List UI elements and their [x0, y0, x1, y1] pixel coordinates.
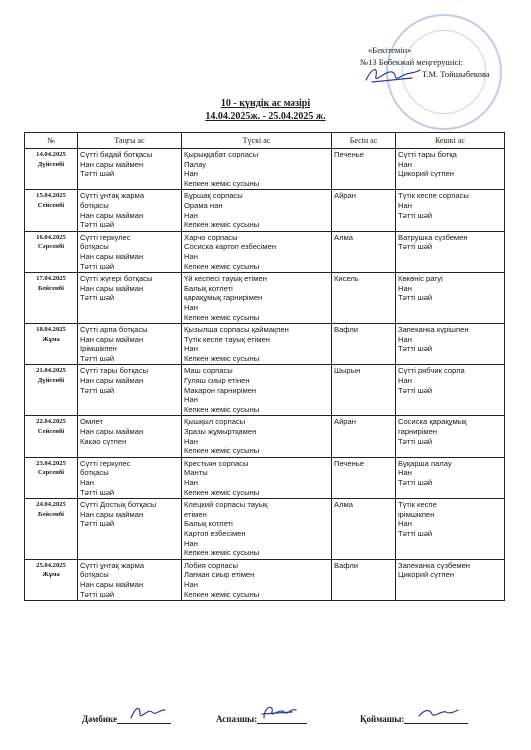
weekday-text: Бейсенбі — [38, 284, 64, 292]
weekday-text: Сәрсенбі — [37, 469, 65, 477]
dinner-item: Тәтті шәй — [398, 478, 433, 487]
lunch-cell — [182, 457, 332, 498]
date-cell — [25, 559, 78, 600]
date-text: 18.04.2025 — [36, 326, 66, 334]
lunch-cell — [182, 190, 332, 231]
lunch-item: Кепкен жеміс сусыны — [184, 404, 260, 414]
dinner-item: гарнирімен — [398, 427, 438, 437]
date-cell — [25, 149, 78, 190]
date-cell — [25, 324, 78, 365]
lunch-item: Манты — [184, 468, 208, 478]
breakfast-cell — [78, 324, 182, 365]
dietitian-label: Дәмбике — [82, 714, 117, 724]
dinner-item: Нан — [398, 283, 412, 293]
table-body — [25, 149, 505, 601]
table-row — [25, 365, 505, 416]
lunch-item: Орама нан — [184, 200, 223, 210]
breakfast-item: Тәтті шәй — [80, 169, 115, 179]
lunch-item: Нан — [184, 210, 198, 220]
lunch-item: Сосиска картоп езбесімен — [184, 242, 277, 252]
dinner-item: Сүтті тары ботқа — [398, 150, 457, 159]
dinner-item: Ватрушка сүзбемен — [398, 232, 468, 242]
dinner-item: Тәтті шәй — [398, 385, 433, 395]
date-text: 23.04.2025 — [36, 459, 66, 467]
breakfast-item: Тәтті шәй — [80, 385, 115, 395]
snack-cell — [332, 231, 396, 272]
weekday-text: Бейсенбі — [38, 510, 64, 518]
dinner-item: Түтік кеспе сорпасы — [398, 191, 469, 201]
breakfast-item: ботқасы — [80, 242, 109, 252]
dinner-item: Нан — [398, 200, 412, 210]
breakfast-cell — [78, 416, 182, 457]
dinner-item: Запеканка күрішпен — [398, 325, 469, 335]
dinner-item: Тәтті шәй — [398, 344, 433, 354]
date-cell — [25, 273, 78, 324]
dinner-item: Нан — [398, 519, 412, 529]
snack-cell — [332, 457, 396, 498]
breakfast-item: Нан сары майман — [80, 579, 144, 589]
lunch-item: Кепкен жеміс сусыны — [184, 487, 260, 497]
weekday-text: Сәрсенбі — [37, 243, 65, 251]
header-dinner: Кешкі ас — [396, 133, 505, 149]
approval-name: Т.М. Тойшыбекова — [422, 69, 490, 79]
breakfast-item: Сүтті ұнтақ жарма — [80, 191, 145, 201]
approval-position: №13 Бөбекжай меңгерушісі: — [360, 57, 463, 67]
lunch-item: Крестьян сорпасы — [184, 458, 249, 468]
dinner-cell — [396, 365, 505, 416]
snack-item: Айран — [334, 417, 356, 427]
lunch-item: Нан — [184, 251, 198, 261]
dinner-item: Түтік кеспе — [398, 500, 437, 510]
lunch-cell — [182, 365, 332, 416]
approval-heading: «Бекітемін» — [368, 45, 412, 55]
lunch-item: Кепкен жеміс сусыны — [184, 178, 260, 188]
breakfast-item: Тәтті шәй — [80, 589, 115, 599]
breakfast-item: Нан сары майман — [80, 427, 144, 437]
breakfast-item: Сүтті тары ботқасы — [80, 366, 149, 376]
dinner-item: Тәтті шәй — [398, 436, 433, 446]
table-row — [25, 457, 505, 498]
menu-period: 14.04.2025ж. - 25.04.2025 ж. — [205, 111, 326, 122]
breakfast-item: Нан сары майман — [80, 376, 144, 386]
header-snack: Бесін ас — [332, 133, 396, 149]
lunch-cell — [182, 324, 332, 365]
dinner-cell — [396, 273, 505, 324]
breakfast-item: Тәтті шәй — [80, 293, 115, 303]
date-cell — [25, 416, 78, 457]
lunch-item: Нан — [184, 579, 198, 589]
table-row — [25, 149, 505, 190]
date-text: 22.04.2025 — [36, 418, 66, 426]
weekday-text: Сейсенбі — [37, 201, 65, 209]
breakfast-cell — [78, 149, 182, 190]
dinner-item: Сосиска қарақұмық — [398, 417, 467, 427]
breakfast-item: Нан сары майман — [80, 210, 144, 220]
dietitian-signature — [128, 704, 168, 722]
table-row — [25, 273, 505, 324]
breakfast-item: Тәтті шәй — [80, 220, 115, 230]
date-text: 15.04.2025 — [36, 192, 66, 200]
dinner-cell — [396, 499, 505, 560]
date-cell — [25, 190, 78, 231]
dinner-item: Бұқарша палау — [398, 458, 452, 468]
weekday-text: Сейсенбі — [37, 428, 65, 436]
date-cell — [25, 499, 78, 560]
dinner-item: Цикорий сүтпен — [398, 169, 454, 179]
dinner-cell — [396, 324, 505, 365]
lunch-cell — [182, 231, 332, 272]
snack-cell — [332, 273, 396, 324]
lunch-item: Бұршақ сорпасы — [184, 191, 243, 201]
dinner-cell — [396, 416, 505, 457]
lunch-item: етімен — [184, 509, 207, 519]
lunch-item: Кепкен жеміс сусыны — [184, 353, 260, 363]
cook-label: Аспазшы: — [216, 714, 258, 724]
snack-item: Айран — [334, 191, 356, 201]
table-row — [25, 559, 505, 600]
lunch-cell — [182, 499, 332, 560]
breakfast-item: Сүтті жүгері ботқасы — [80, 274, 153, 284]
snack-item: Вафли — [334, 560, 359, 570]
breakfast-cell — [78, 559, 182, 600]
snack-cell — [332, 499, 396, 560]
date-text: 21.04.2025 — [36, 367, 66, 375]
dinner-item: Цикорий сүтпен — [398, 570, 454, 580]
lunch-item: Қышқыл сорпасы — [184, 417, 246, 427]
snack-item: Алма — [334, 232, 353, 242]
weekday-text: Дүйсенбі — [37, 377, 65, 385]
weekday-text: Жұма — [42, 571, 60, 579]
breakfast-item: Тәтті шәй — [80, 519, 115, 529]
snack-item: Вафли — [334, 325, 359, 335]
breakfast-cell — [78, 273, 182, 324]
breakfast-item: Сүтті арпа ботқасы — [80, 325, 148, 335]
date-text: 24.04.2025 — [36, 501, 66, 509]
lunch-cell — [182, 273, 332, 324]
dinner-item: ірімшікпен — [398, 509, 435, 519]
breakfast-item: Тәтті шәй — [80, 353, 115, 363]
breakfast-item: Тәтті шәй — [80, 487, 115, 497]
cook-signature — [258, 702, 298, 722]
lunch-item: қарақұмық гарнирімен — [184, 293, 263, 303]
lunch-item: Қызылша сорпасы қаймақпен — [184, 325, 289, 335]
date-cell — [25, 365, 78, 416]
weekday-text: Дүйсенбі — [37, 160, 65, 168]
snack-cell — [332, 324, 396, 365]
menu-title: 10 - күндік ас мәзірі — [220, 98, 311, 109]
snack-item: Печенье — [334, 150, 364, 159]
dinner-item: Нан — [398, 376, 412, 386]
lunch-item: Балық котлеті — [184, 519, 233, 529]
snack-cell — [332, 416, 396, 457]
breakfast-item: Сүтті Достық ботқасы — [80, 500, 157, 510]
snack-cell — [332, 190, 396, 231]
breakfast-item: Нан сары майман — [80, 334, 144, 344]
lunch-item: Қырыққабат сорпасы — [184, 150, 259, 159]
breakfast-item: Нан сары майман — [80, 283, 144, 293]
menu-table — [24, 132, 505, 601]
breakfast-item: ботқасы — [80, 570, 109, 580]
dinner-item: Нан — [398, 159, 412, 169]
date-text: 14.04.2025 — [36, 151, 66, 158]
dinner-item: Тәтті шәй — [398, 293, 433, 303]
header-lunch: Түскі ас — [182, 133, 332, 149]
date-text: 17.04.2025 — [36, 275, 66, 283]
breakfast-item: Нан сары майман — [80, 251, 144, 261]
breakfast-item: Нан сары маймен — [80, 159, 144, 169]
snack-item: Шырын — [334, 366, 361, 376]
breakfast-item: Омлет — [80, 417, 104, 427]
breakfast-cell — [78, 457, 182, 498]
dinner-item: Көкөніс рагуі — [398, 274, 443, 284]
dinner-item: Тәтті шәй — [398, 242, 433, 252]
breakfast-item: ботқасы — [80, 200, 109, 210]
lunch-cell — [182, 149, 332, 190]
snack-item: Кисель — [334, 274, 359, 284]
lunch-item: Кепкен жеміс сусыны — [184, 589, 260, 599]
dinner-item: Тәтті шәй — [398, 210, 433, 220]
storekeeper-label: Қоймашы: — [360, 714, 405, 724]
lunch-item: Кепкен жеміс сусыны — [184, 312, 260, 322]
table-row — [25, 499, 505, 560]
table-row — [25, 231, 505, 272]
dinner-item: Сүтті рябчик сорпа — [398, 366, 465, 376]
lunch-item: Нан — [184, 169, 198, 179]
lunch-cell — [182, 416, 332, 457]
dinner-item: Нан — [398, 468, 412, 478]
snack-cell — [332, 149, 396, 190]
lunch-cell — [182, 559, 332, 600]
snack-item: Печенье — [334, 458, 364, 468]
breakfast-item: Тәтті шәй — [80, 261, 115, 271]
breakfast-item: Сүтті ұнтақ жарма — [80, 560, 145, 570]
breakfast-item: Нан — [80, 478, 94, 487]
lunch-item: Лағман сиыр етімен — [184, 570, 255, 580]
dinner-item: Тәтті шәй — [398, 528, 433, 538]
lunch-item: Маш сорпасы — [184, 366, 233, 376]
lunch-item: Гуляш сиыр етінен — [184, 376, 250, 386]
breakfast-item: Ірімшікпен — [80, 344, 117, 354]
breakfast-cell — [78, 190, 182, 231]
lunch-item: Макарон гарнирімен — [184, 385, 257, 395]
lunch-item: Клецкий сорпасы тауық — [184, 500, 268, 510]
breakfast-cell — [78, 365, 182, 416]
lunch-item: Нан — [184, 478, 198, 487]
snack-cell — [332, 559, 396, 600]
lunch-item: Нан — [184, 395, 198, 405]
dinner-cell — [396, 231, 505, 272]
dinner-cell — [396, 457, 505, 498]
lunch-item: Кепкен жеміс сусыны — [184, 220, 260, 230]
lunch-item: Түтік кеспе тауық етімен — [184, 334, 270, 344]
header-number: № — [25, 133, 78, 149]
breakfast-item: Какао сүтпен — [80, 436, 127, 446]
storekeeper-signature — [416, 706, 460, 720]
date-cell — [25, 457, 78, 498]
dinner-cell — [396, 559, 505, 600]
lunch-item: Нан — [184, 538, 198, 548]
breakfast-item: Сүтті геркулес — [80, 232, 131, 242]
dinner-item: Запеканка сүзбемен — [398, 560, 470, 570]
breakfast-item: Сүтті бидай ботқасы — [80, 150, 153, 159]
lunch-item: Палау — [184, 159, 207, 169]
lunch-item: Зразы жұмыртқамен — [184, 427, 257, 437]
lunch-item: Нан — [184, 302, 198, 312]
snack-item: Алма — [334, 500, 353, 510]
breakfast-cell — [78, 499, 182, 560]
breakfast-cell — [78, 231, 182, 272]
table-row — [25, 416, 505, 457]
lunch-item: Кепкен жеміс сусыны — [184, 446, 260, 456]
table-header-row — [25, 133, 505, 149]
lunch-item: Харчо сорпасы — [184, 232, 238, 242]
dinner-cell — [396, 190, 505, 231]
lunch-item: Картоп езбесімен — [184, 528, 246, 538]
table-row — [25, 190, 505, 231]
breakfast-item: Сүтті геркулес — [80, 458, 131, 468]
table-row — [25, 324, 505, 365]
lunch-item: Балық котлеті — [184, 283, 233, 293]
breakfast-item: ботқасы — [80, 468, 109, 478]
date-text: 16.04.2025 — [36, 233, 66, 241]
date-text: 25.04.2025 — [36, 561, 66, 569]
lunch-item: Үй кеспесі тауық етімен — [184, 274, 267, 284]
dinner-item: Нан — [398, 334, 412, 344]
snack-cell — [332, 365, 396, 416]
header-breakfast: Таңғы ас — [78, 133, 182, 149]
weekday-text: Жұма — [42, 335, 60, 343]
lunch-item: Лобия сорпасы — [184, 560, 238, 570]
dinner-cell — [396, 149, 505, 190]
date-cell — [25, 231, 78, 272]
lunch-item: Нан — [184, 436, 198, 446]
lunch-item: Кепкен жеміс сусыны — [184, 261, 260, 271]
breakfast-item: Нан сары майман — [80, 509, 144, 519]
lunch-item: Нан — [184, 344, 198, 354]
lunch-item: Кепкен жеміс сусыны — [184, 548, 260, 558]
director-signature — [362, 62, 422, 86]
